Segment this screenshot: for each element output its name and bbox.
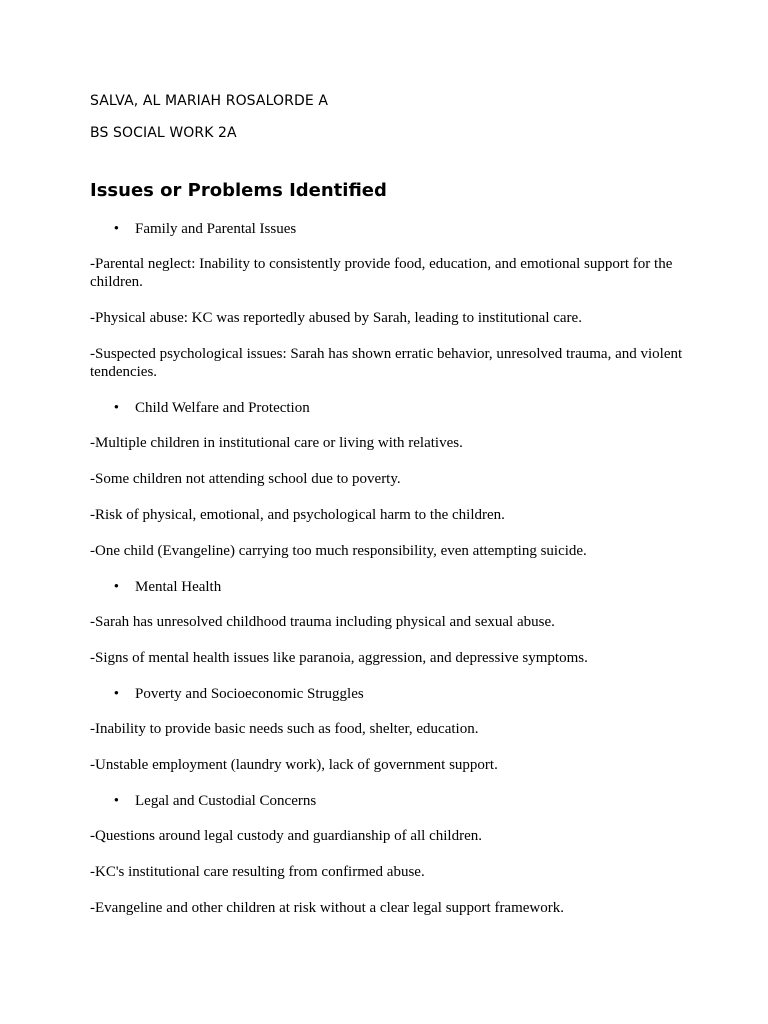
bullet-icon: • — [113, 221, 119, 237]
course-section: BS SOCIAL WORK 2A — [90, 125, 237, 141]
list-item: -Evangeline and other children at risk without a clear legal support framework. — [90, 900, 564, 916]
list-item: -KC's institutional care resulting from confirmed abuse. — [90, 864, 425, 880]
list-item: -Questions around legal custody and guardianship of all children. — [90, 828, 482, 844]
section-legal-custodial — [90, 792, 690, 917]
student-name: SALVA, AL MARIAH ROSALORDE A — [90, 93, 329, 109]
list-item: -Suspected psychological issues: Sarah has shown erratic behavior, unresolved trauma, and violent tendencies. — [90, 346, 683, 380]
section-family-parental — [90, 220, 690, 381]
section-child-welfare — [90, 399, 690, 560]
bullet-item — [90, 685, 690, 703]
list-item: -Signs of mental health issues like paranoia, aggression, and depressive symptoms. — [90, 650, 588, 666]
section-mental-health — [90, 578, 690, 667]
bullet-item — [90, 220, 690, 238]
section-title: Legal and Custodial Concerns — [135, 793, 317, 809]
bullet-icon: • — [113, 400, 119, 416]
section-title: Mental Health — [135, 579, 222, 595]
list-item: -One child (Evangeline) carrying too much responsibility, even attempting suicide. — [90, 543, 587, 559]
document-page — [90, 92, 690, 935]
bullet-icon: • — [113, 793, 119, 809]
bullet-item — [90, 578, 690, 596]
section-title: Child Welfare and Protection — [135, 400, 310, 416]
list-item: -Inability to provide basic needs such as food, shelter, education. — [90, 721, 479, 737]
section-title: Poverty and Socioeconomic Struggles — [135, 686, 364, 702]
list-item: -Unstable employment (laundry work), lack of government support. — [90, 757, 498, 773]
section-title: Family and Parental Issues — [135, 221, 297, 237]
bullet-item — [90, 792, 690, 810]
list-item: -Some children not attending school due to poverty. — [90, 471, 401, 487]
list-item: -Risk of physical, emotional, and psychological harm to the children. — [90, 507, 505, 523]
bullet-icon: • — [113, 686, 119, 702]
section-poverty — [90, 685, 690, 774]
list-item: -Multiple children in institutional care or living with relatives. — [90, 435, 463, 451]
bullet-item — [90, 399, 690, 417]
list-item: -Physical abuse: KC was reportedly abused by Sarah, leading to institutional care. — [90, 310, 582, 326]
list-item: -Sarah has unresolved childhood trauma including physical and sexual abuse. — [90, 614, 555, 630]
list-item: -Parental neglect: Inability to consistently provide food, education, and emotional support for the children. — [90, 256, 673, 290]
page-title: Issues or Problems Identified — [90, 180, 387, 201]
bullet-icon: • — [113, 579, 119, 595]
